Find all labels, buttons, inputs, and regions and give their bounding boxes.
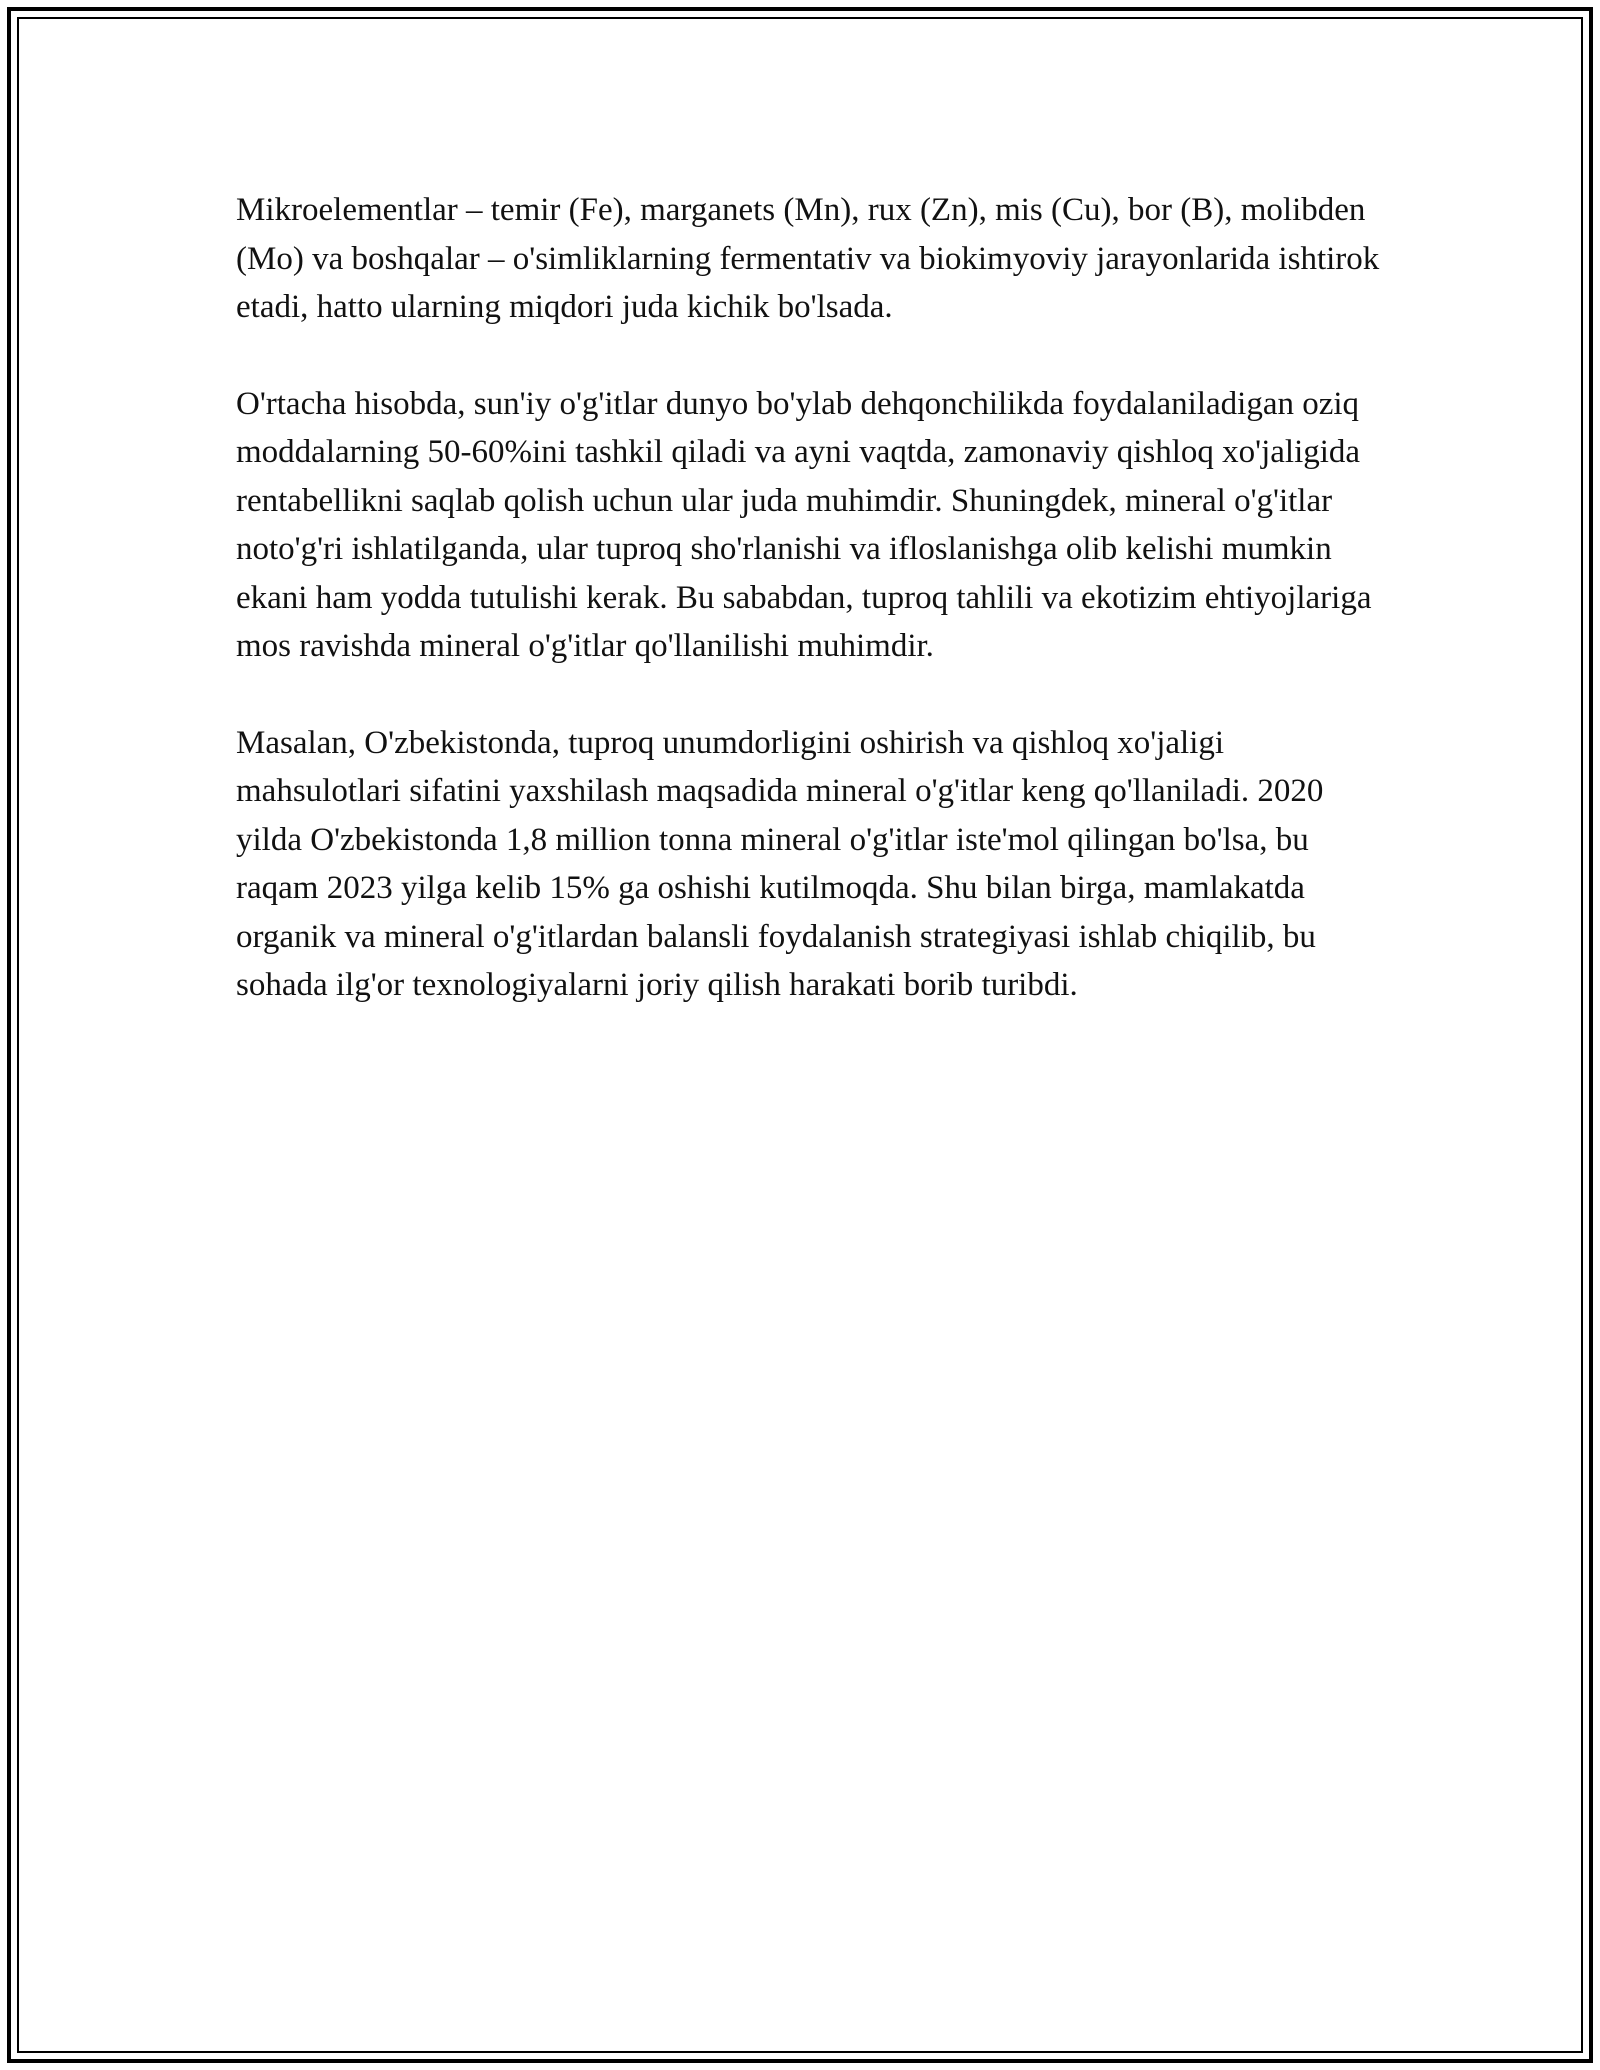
paragraph-uzbekistan-example: Masalan, O'zbekistonda, tuproq unumdorligini oshirish va qishloq xo'jaligi mahsulotlari sifatini yaxshilash maqsadida mineral o'g'itlar keng qo'llaniladi. 2020 yilda O'zbekistonda 1,8 million tonna mineral o'g'itlar iste'mol qilingan bo'lsa, bu raqam 2023 yilga kelib 15% ga oshishi kutilmoqda. Shu bilan birga, mamlakatda organik va mineral o'g'itlardan balansli foydalanish strategiyasi ishlab chiqilib, bu sohada ilg'or texnologiyalarni joriy qilish harakati borib turibdi. xyxy=(236,724,1324,1003)
paragraph-microelements: Mikroelementlar – temir (Fe), marganets (Mn), rux (Zn), mis (Cu), bor (B), molibden (Mo) va boshqalar – o'simliklarning fermentativ va biokimyoviy jarayonlarida ishtirok etadi, hatto ularning miqdori juda kichik bo'lsada. xyxy=(236,192,1380,325)
document-body xyxy=(236,186,1386,1058)
paragraph-fertilizer-share: O'rtacha hisobda, sun'iy o'g'itlar dunyo bo'ylab dehqonchilikda foydalaniladigan oziq moddalarning 50-60%ini tashkil qiladi va ayni vaqtda, zamonaviy qishloq xo'jaligida rentabellikni saqlab qolish uchun ular juda muhimdir. Shuningdek, mineral o'g'itlar noto'g'ri ishlatilganda, ular tuproq sho'rlanishi va ifloslanishga olib kelishi mumkin ekani ham yodda tutulishi kerak. Bu sababdan, tuproq tahlili va ekotizim ehtiyojlariga mos ravishda mineral o'g'itlar qo'llanilishi muhimdir. xyxy=(236,385,1372,664)
